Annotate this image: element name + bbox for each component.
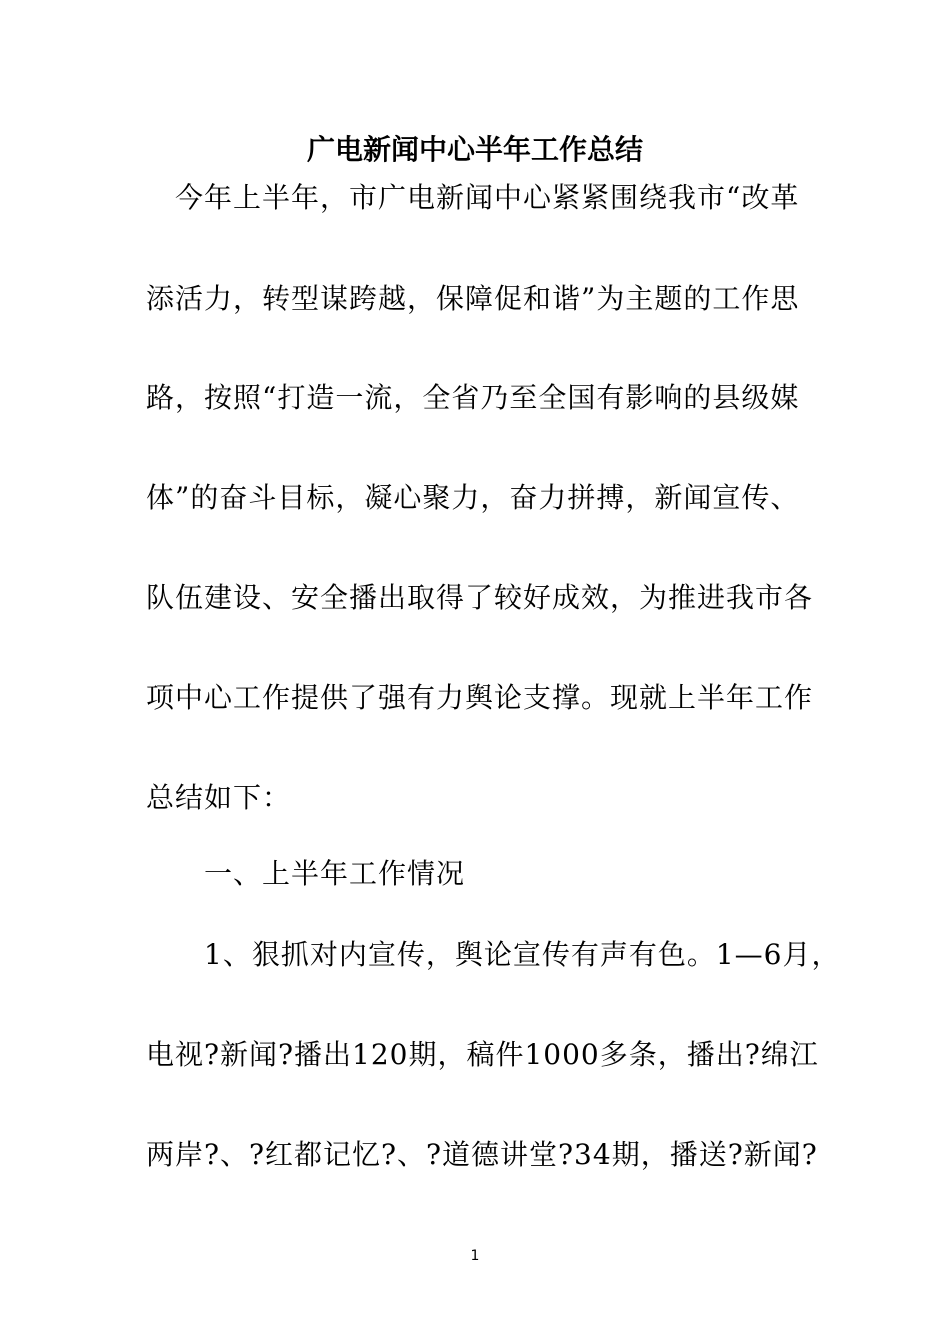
page-number: 1 [470, 1248, 480, 1264]
body-line: 两岸?、?红都记忆?、?道德讲堂?34期，播送?新闻? [146, 1138, 818, 1171]
section-heading: 一、上半年工作情况 [146, 857, 466, 890]
body-line: 总结如下： [146, 781, 292, 814]
body-line: 添活力，转型谋跨越，保障促和谐”为主题的工作思 [146, 282, 800, 315]
body-line: 队伍建设、安全播出取得了较好成效，为推进我市各 [146, 581, 814, 614]
body-line: 今年上半年，市广电新闻中心紧紧围绕我市“改革 [146, 181, 800, 214]
body-line: 1、狠抓对内宣传，舆论宣传有声有色。1—6月， [146, 938, 841, 971]
body-line: 电视?新闻?播出120期，稿件1000多条，播出?绵江 [146, 1038, 819, 1071]
body-line: 路，按照“打造一流，全省乃至全国有影响的县级媒 [146, 381, 800, 414]
document-title: 广电新闻中心半年工作总结 [306, 133, 643, 166]
body-line: 体”的奋斗目标，凝心聚力，奋力拼搏，新闻宣传、 [146, 481, 800, 514]
body-line: 项中心工作提供了强有力舆论支撑。现就上半年工作 [146, 681, 814, 714]
